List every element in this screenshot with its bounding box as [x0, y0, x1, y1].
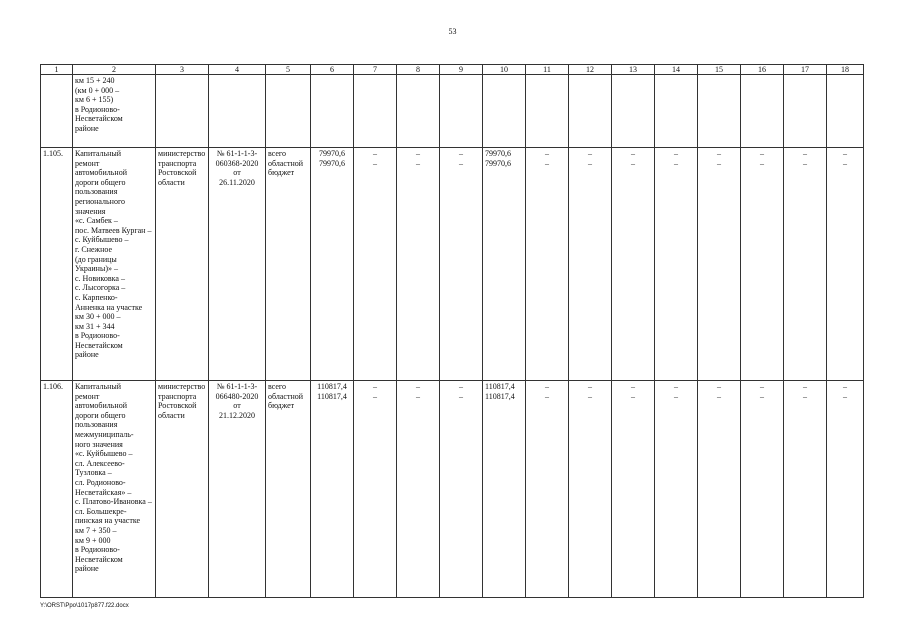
column-number: 10 [483, 65, 526, 75]
column-number: 13 [612, 65, 655, 75]
column-number: 11 [526, 65, 569, 75]
value-cell: – – [741, 381, 784, 598]
value-cell: 79970,6 79970,6 [311, 148, 354, 381]
column-number: 15 [698, 65, 741, 75]
value-cell: – – [612, 381, 655, 598]
column-number: 14 [655, 65, 698, 75]
value-cell: 79970,6 79970,6 [483, 148, 526, 381]
column-number: 9 [440, 65, 483, 75]
value-cell: – – [354, 381, 397, 598]
value-cell: – – [440, 148, 483, 381]
table-row [41, 148, 864, 381]
empty-cell [741, 75, 784, 148]
column-number: 8 [397, 65, 440, 75]
value-cell: – – [784, 148, 827, 381]
object-cell: Капитальный ремонт автомобильной дороги общего пользования межмуниципаль- ного значения «с. Куйбышево – сл. Алексеево- Тузловка – сл. Родионово- Несветайская» – с. Платово-Ивановка – сл. Большекре- пинская на участке км 7 + 350 – км 9 + 000 в Родионово- Несветайском районе [73, 381, 156, 598]
row-number-cell [41, 75, 73, 148]
customer-cell: министерство транспорта Ростовской области [156, 381, 209, 598]
budget-table [40, 64, 864, 598]
empty-cell [526, 75, 569, 148]
column-number: 6 [311, 65, 354, 75]
value-cell: – – [784, 381, 827, 598]
value-cell: – – [397, 148, 440, 381]
value-cell: – – [569, 381, 612, 598]
empty-cell [655, 75, 698, 148]
value-cell: – – [526, 381, 569, 598]
empty-cell [354, 75, 397, 148]
object-cell: Капитальный ремонт автомобильной дороги общего пользования регионального значения «с. Самбек – пос. Матвеев Курган – с. Куйбышево – г. Снежное (до границы Украины)» – с. Новиковка – с. Лысогорка – с. Карпенко- Анненка на участке км 30 + 000 – км 31 + 344 в Родионово- Несветайском районе [73, 148, 156, 381]
row-number-cell: 1.106. [41, 381, 73, 598]
empty-cell [156, 75, 209, 148]
empty-cell [483, 75, 526, 148]
page-number: 53 [448, 27, 457, 36]
value-cell: – – [354, 148, 397, 381]
column-number: 18 [827, 65, 864, 75]
empty-cell [397, 75, 440, 148]
funding-source-cell: всего областной бюджет [266, 381, 311, 598]
value-cell: – – [655, 148, 698, 381]
value-cell: – – [698, 381, 741, 598]
column-number: 17 [784, 65, 827, 75]
object-cell: км 15 + 240 (км 0 + 000 – км 6 + 155) в Родионово- Несветайском районе [73, 75, 156, 148]
column-number-row [41, 65, 864, 75]
column-number: 7 [354, 65, 397, 75]
empty-cell [784, 75, 827, 148]
empty-cell [569, 75, 612, 148]
empty-cell [827, 75, 864, 148]
value-cell: – – [698, 148, 741, 381]
column-number: 1 [41, 65, 73, 75]
column-number: 3 [156, 65, 209, 75]
file-path-footer: Y:\ORST\Ppo\1017p877.f22.docx [40, 603, 129, 609]
continuation-row [41, 75, 864, 148]
value-cell: – – [827, 148, 864, 381]
empty-cell [209, 75, 266, 148]
empty-cell [266, 75, 311, 148]
row-number-cell: 1.105. [41, 148, 73, 381]
value-cell: – – [655, 381, 698, 598]
empty-cell [698, 75, 741, 148]
value-cell: – – [741, 148, 784, 381]
funding-source-cell: всего областной бюджет [266, 148, 311, 381]
column-number: 12 [569, 65, 612, 75]
column-number: 5 [266, 65, 311, 75]
empty-cell [311, 75, 354, 148]
empty-cell [440, 75, 483, 148]
value-cell: – – [526, 148, 569, 381]
value-cell: 110817,4 110817,4 [311, 381, 354, 598]
empty-cell [612, 75, 655, 148]
value-cell: – – [440, 381, 483, 598]
column-number: 16 [741, 65, 784, 75]
column-number: 2 [73, 65, 156, 75]
value-cell: – – [827, 381, 864, 598]
value-cell: – – [397, 381, 440, 598]
document-cell: № 61-1-1-3- 060368-2020 от 26.11.2020 [209, 148, 266, 381]
table-row [41, 381, 864, 598]
value-cell: – – [612, 148, 655, 381]
document-cell: № 61-1-1-3- 066480-2020 от 21.12.2020 [209, 381, 266, 598]
value-cell: – – [569, 148, 612, 381]
column-number: 4 [209, 65, 266, 75]
customer-cell: министерство транспорта Ростовской области [156, 148, 209, 381]
value-cell: 110817,4 110817,4 [483, 381, 526, 598]
